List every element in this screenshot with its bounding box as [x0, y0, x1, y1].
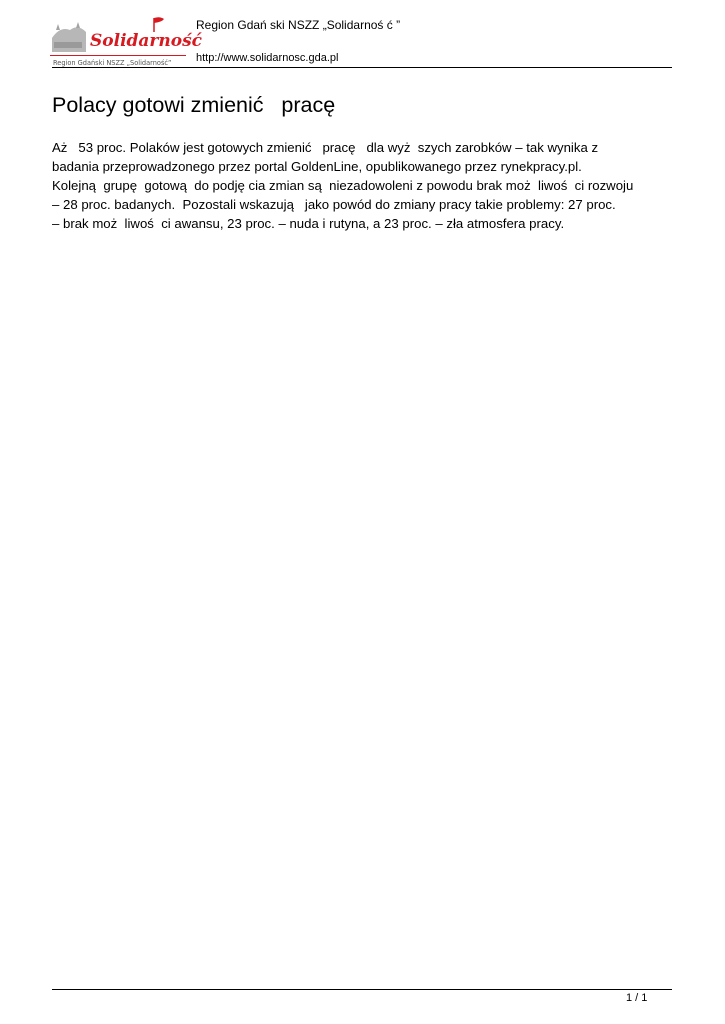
- article-line: – 28 proc. badanych. Pozostali wskazują jako powód do zmiany pracy takie problemy: 27 proc.: [52, 197, 616, 212]
- logo-graphic: [50, 16, 203, 68]
- article-line: – brak moż liwoś ci awansu, 23 proc. – nuda i rutyna, a 23 proc. – zła atmosfera pracy.: [52, 216, 565, 231]
- emblem-icon: [52, 22, 86, 52]
- article-line: badania przeprowadzonego przez portal GoldenLine, opublikowanego przez rynekpracy.pl.: [52, 159, 582, 174]
- header-divider: [52, 67, 672, 68]
- page-number: 1 / 1: [626, 992, 648, 1004]
- article-line: Aż 53 proc. Polaków jest gotowych zmienić pracę dla wyż szych zarobków – tak wynika z: [52, 140, 599, 155]
- flag-icon: [154, 17, 164, 32]
- article-line: Kolejną grupę gotową do podję cia zmian są niezadowoleni z powodu brak moż liwoś ci rozwoju: [52, 178, 634, 193]
- article-title: Polacy gotowi zmienić pracę: [52, 93, 336, 117]
- article-body: [52, 138, 722, 233]
- logo-wordmark: Solidarność: [90, 31, 203, 51]
- footer-divider: [52, 989, 672, 990]
- logo-caption: Region Gdański NSZZ „Solidarność”: [53, 59, 172, 67]
- header-url-link[interactable]: http://www.solidarnosc.gda.pl: [196, 52, 339, 64]
- header-organization: Region Gdań ski NSZZ „Solidarnoś ć ”: [196, 18, 401, 32]
- solidarnosc-logo: [50, 16, 203, 68]
